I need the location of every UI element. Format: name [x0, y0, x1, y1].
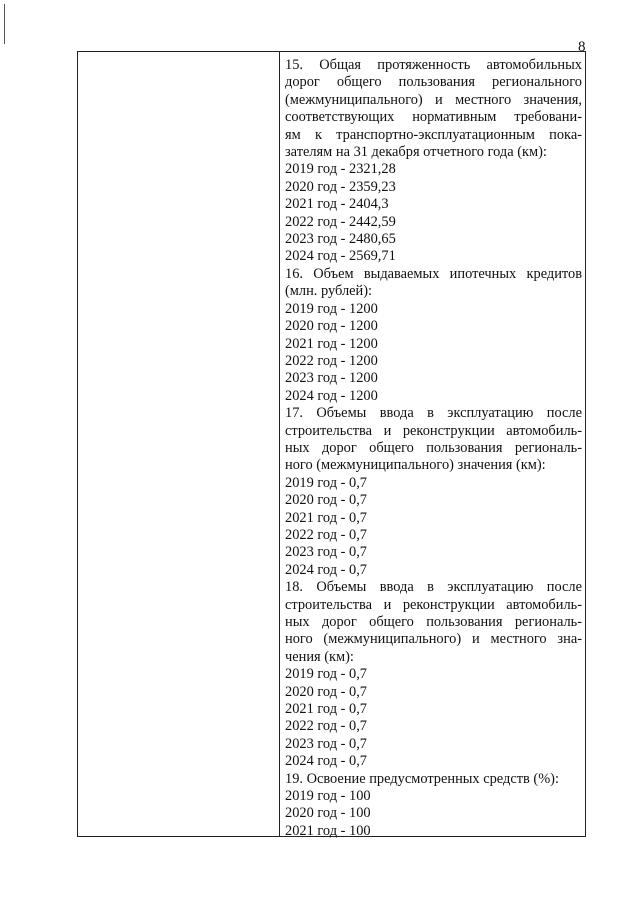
text-line: 2019 год - 1200 [285, 300, 378, 317]
text-line: 2020 год - 100 [285, 805, 371, 822]
text-line: 2020 год - 0,7 [285, 683, 368, 700]
text-line: 2021 год - 1200 [285, 335, 378, 352]
text-line: 2021 год - 100 [285, 822, 371, 839]
table-right-column [285, 57, 582, 840]
text-line: 18. Объемы ввода в эксплуатацию после [285, 579, 582, 596]
text-line: ям к транспортно-эксплуатационным пока- [285, 126, 582, 143]
text-line: 2024 год - 1200 [285, 387, 378, 404]
text-line: 2020 год - 1200 [285, 318, 378, 335]
text-line: дорог общего пользования регионального [285, 74, 582, 91]
text-line: 2023 год - 1200 [285, 370, 378, 387]
text-line: 19. Освоение предусмотренных средств (%): [285, 770, 559, 787]
text-line: 2019 год - 0,7 [285, 474, 368, 491]
text-line: 2023 год - 2480,65 [285, 231, 396, 248]
page-number: 8 [578, 39, 586, 55]
text-line: 2024 год - 0,7 [285, 561, 368, 578]
text-line: 2021 год - 0,7 [285, 509, 368, 526]
text-line: 2020 год - 0,7 [285, 492, 368, 509]
text-line: 15. Общая протяженность автомобильных [285, 57, 582, 73]
text-line: ного (межмуниципального) значения (км): [285, 457, 546, 474]
text-line: 17. Объемы ввода в эксплуатацию после [285, 405, 582, 422]
text-line: строительства и реконструкции автомобиль- [285, 422, 582, 439]
text-line: 2019 год - 100 [285, 788, 371, 805]
text-line: 2023 год - 0,7 [285, 544, 368, 561]
text-line: чения (км): [285, 648, 354, 665]
text-line: 2019 год - 2321,28 [285, 161, 396, 178]
text-line: ных дорог общего пользования региональ- [285, 614, 582, 630]
text-line: 2024 год - 0,7 [285, 753, 368, 770]
text-line: 2023 год - 0,7 [285, 735, 368, 752]
text-line: зателям на 31 декабря отчетного года (км): [285, 144, 547, 161]
text-line: 2021 год - 0,7 [285, 701, 368, 718]
text-line: 2020 год - 2359,23 [285, 178, 396, 195]
text-line: 2022 год - 0,7 [285, 526, 368, 543]
text-line: строительства и реконструкции автомобиль- [285, 596, 582, 613]
text-line: 2022 год - 0,7 [285, 718, 368, 735]
text-line: ного (межмуниципального) и местного зна- [285, 631, 582, 648]
text-line: (млн. рублей): [285, 283, 373, 300]
text-line: соответствующих нормативным требовани- [285, 109, 582, 126]
text-line: 2022 год - 2442,59 [285, 213, 396, 230]
document-table [77, 51, 586, 837]
table-left-column [78, 52, 280, 836]
text-line: ных дорог общего пользования региональ- [285, 439, 582, 456]
text-line: 2019 год - 0,7 [285, 666, 368, 683]
text-line: 16. Объем выдаваемых ипотечных кредитов [285, 265, 582, 282]
text-line: 2022 год - 1200 [285, 352, 378, 369]
text-line: 2021 год - 2404,3 [285, 196, 389, 213]
text-line: 2024 год - 2569,71 [285, 248, 396, 265]
margin-mark [4, 4, 5, 44]
text-line: (межмуниципального) и местного значения, [285, 91, 582, 108]
